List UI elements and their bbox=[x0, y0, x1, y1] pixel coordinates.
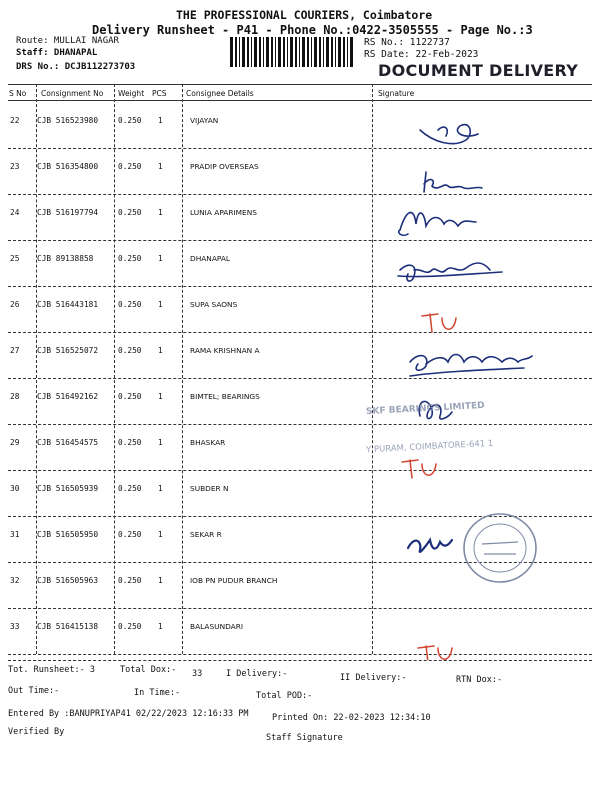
row-consignee: LUNIA APARIMENS bbox=[190, 208, 257, 217]
company-title: THE PROFESSIONAL COURIERS, Coimbatore bbox=[176, 8, 433, 22]
row-pcs: 1 bbox=[158, 208, 163, 217]
row-pcs: 1 bbox=[158, 254, 163, 263]
staff-signature: Staff Signature bbox=[266, 733, 343, 743]
row-weight: 0.250 bbox=[118, 116, 142, 125]
row-sno: 26 bbox=[10, 300, 20, 309]
row-sno: 25 bbox=[10, 254, 20, 263]
table-bottom-line bbox=[8, 660, 592, 661]
col-header-consignee: Consignee Details bbox=[186, 89, 254, 98]
rtn-dox: RTN Dox:- bbox=[456, 675, 503, 685]
runsheet-subtitle: Delivery Runsheet - P41 - Phone No.:0422-3505555 - Page No.:3 bbox=[92, 23, 533, 37]
round-seal-icon bbox=[460, 510, 540, 586]
row-consignment: CJB 516505963 bbox=[37, 576, 99, 585]
row-weight: 0.250 bbox=[118, 392, 142, 401]
row-consignment: CJB 89138858 bbox=[37, 254, 94, 263]
row-consignment: CJB 516197794 bbox=[37, 208, 99, 217]
row-weight: 0.250 bbox=[118, 484, 142, 493]
row-pcs: 1 bbox=[158, 484, 163, 493]
row-weight: 0.250 bbox=[118, 162, 142, 171]
row-weight: 0.250 bbox=[118, 530, 142, 539]
table-top-line bbox=[8, 84, 592, 85]
col-separator bbox=[182, 84, 183, 654]
row-pcs: 1 bbox=[158, 162, 163, 171]
row-consignee: SEKAR R bbox=[190, 530, 222, 539]
col-separator bbox=[372, 84, 373, 654]
entered-by: Entered By :BANUPRIYAP41 02/22/2023 12:16:33 PM bbox=[8, 709, 249, 719]
row-sno: 28 bbox=[10, 392, 20, 401]
drs-number: DRS No.: DCJB112273703 bbox=[16, 62, 136, 72]
row-consignment: CJB 516492162 bbox=[37, 392, 99, 401]
row-sno: 33 bbox=[10, 622, 20, 631]
col-header-signature: Signature bbox=[378, 89, 415, 98]
row-weight: 0.250 bbox=[118, 300, 142, 309]
rs-number: RS No.: 1122737 bbox=[364, 37, 450, 48]
row-consignee: RAMA KRISHNAN A bbox=[190, 346, 260, 355]
i-delivery: I Delivery:- bbox=[226, 669, 288, 679]
staff-label: Staff: DHANAPAL bbox=[16, 48, 98, 58]
row-sno: 32 bbox=[10, 576, 20, 585]
col-separator bbox=[114, 84, 115, 654]
row-consignee: BALASUNDARI bbox=[190, 622, 244, 631]
row-pcs: 1 bbox=[158, 346, 163, 355]
row-weight: 0.250 bbox=[118, 576, 142, 585]
total-runsheet: Tot. Runsheet:- 3 bbox=[8, 665, 95, 675]
document-type-stamp: DOCUMENT DELIVERY bbox=[378, 61, 579, 80]
row-consignee: IOB PN PUDUR BRANCH bbox=[190, 576, 278, 585]
row-sno: 30 bbox=[10, 484, 20, 493]
in-time: In Time:- bbox=[134, 688, 181, 698]
row-weight: 0.250 bbox=[118, 346, 142, 355]
row-pcs: 1 bbox=[158, 622, 163, 631]
out-time: Out Time:- bbox=[8, 686, 60, 696]
row-pcs: 1 bbox=[158, 576, 163, 585]
total-pod: Total POD:- bbox=[256, 691, 313, 701]
row-weight: 0.250 bbox=[118, 622, 142, 631]
row-consignment: CJB 516354800 bbox=[37, 162, 99, 171]
row-pcs: 1 bbox=[158, 116, 163, 125]
row-consignment: CJB 516454575 bbox=[37, 438, 99, 447]
company-stamp-line1: SKF BEARINGS LIMITED bbox=[365, 400, 485, 418]
company-stamp-line2: Y PURAM, COIMBATORE-641 1 bbox=[365, 438, 494, 456]
tu-mark-26 bbox=[422, 314, 456, 332]
row-consignment: CJB 516523980 bbox=[37, 116, 99, 125]
barcode-icon bbox=[230, 37, 354, 67]
row-weight: 0.250 bbox=[118, 438, 142, 447]
row-sno: 29 bbox=[10, 438, 20, 447]
signature-24 bbox=[399, 213, 476, 236]
tu-mark-29 bbox=[402, 460, 436, 478]
row-pcs: 1 bbox=[158, 438, 163, 447]
total-dox-label: Total Dox:- bbox=[120, 665, 177, 675]
row-pcs: 1 bbox=[158, 392, 163, 401]
col-header-pcs: PCS bbox=[152, 89, 167, 98]
total-dox-value: 33 bbox=[192, 669, 203, 679]
row-consignee: DHANAPAL bbox=[190, 254, 231, 263]
ii-delivery: II Delivery:- bbox=[340, 673, 407, 683]
route-label: Route: MULLAI NAGAR bbox=[16, 36, 119, 46]
row-consignment: CJB 516505939 bbox=[37, 484, 99, 493]
row-consignment: CJB 516525072 bbox=[37, 346, 99, 355]
row-pcs: 1 bbox=[158, 530, 163, 539]
row-consignment: CJB 516505950 bbox=[37, 530, 99, 539]
rs-date: RS Date: 22-Feb-2023 bbox=[364, 49, 479, 60]
row-consignee: BHASKAR bbox=[190, 438, 226, 447]
row-pcs: 1 bbox=[158, 300, 163, 309]
row-consignment: CJB 516415138 bbox=[37, 622, 99, 631]
signature-31 bbox=[408, 540, 452, 552]
col-header-consignment: Consignment No bbox=[41, 89, 104, 98]
row-sno: 27 bbox=[10, 346, 20, 355]
col-header-sno: S No bbox=[9, 89, 27, 98]
row-sno: 22 bbox=[10, 116, 20, 125]
row-sno: 24 bbox=[10, 208, 20, 217]
row-sno: 23 bbox=[10, 162, 20, 171]
signature-27 bbox=[410, 355, 532, 377]
row-consignee: VIJAYAN bbox=[190, 116, 219, 125]
row-sno: 31 bbox=[10, 530, 20, 539]
signature-23 bbox=[424, 172, 482, 192]
row-weight: 0.250 bbox=[118, 208, 142, 217]
row-consignee: BIMTEL; BEARINGS bbox=[190, 392, 260, 401]
row-consignee: PRADIP OVERSEAS bbox=[190, 162, 259, 171]
col-header-weight: Weight bbox=[118, 89, 145, 98]
tu-mark-33 bbox=[418, 646, 452, 660]
signature-25 bbox=[398, 263, 502, 281]
printed-on: Printed On: 22-02-2023 12:34:10 bbox=[272, 713, 431, 723]
row-consignment: CJB 516443181 bbox=[37, 300, 99, 309]
row-consignee: SUBDER N bbox=[190, 484, 229, 493]
row-weight: 0.250 bbox=[118, 254, 142, 263]
verified-by: Verified By bbox=[8, 727, 65, 737]
row-consignee: SUPA SAONS bbox=[190, 300, 238, 309]
signature-22 bbox=[420, 125, 478, 144]
